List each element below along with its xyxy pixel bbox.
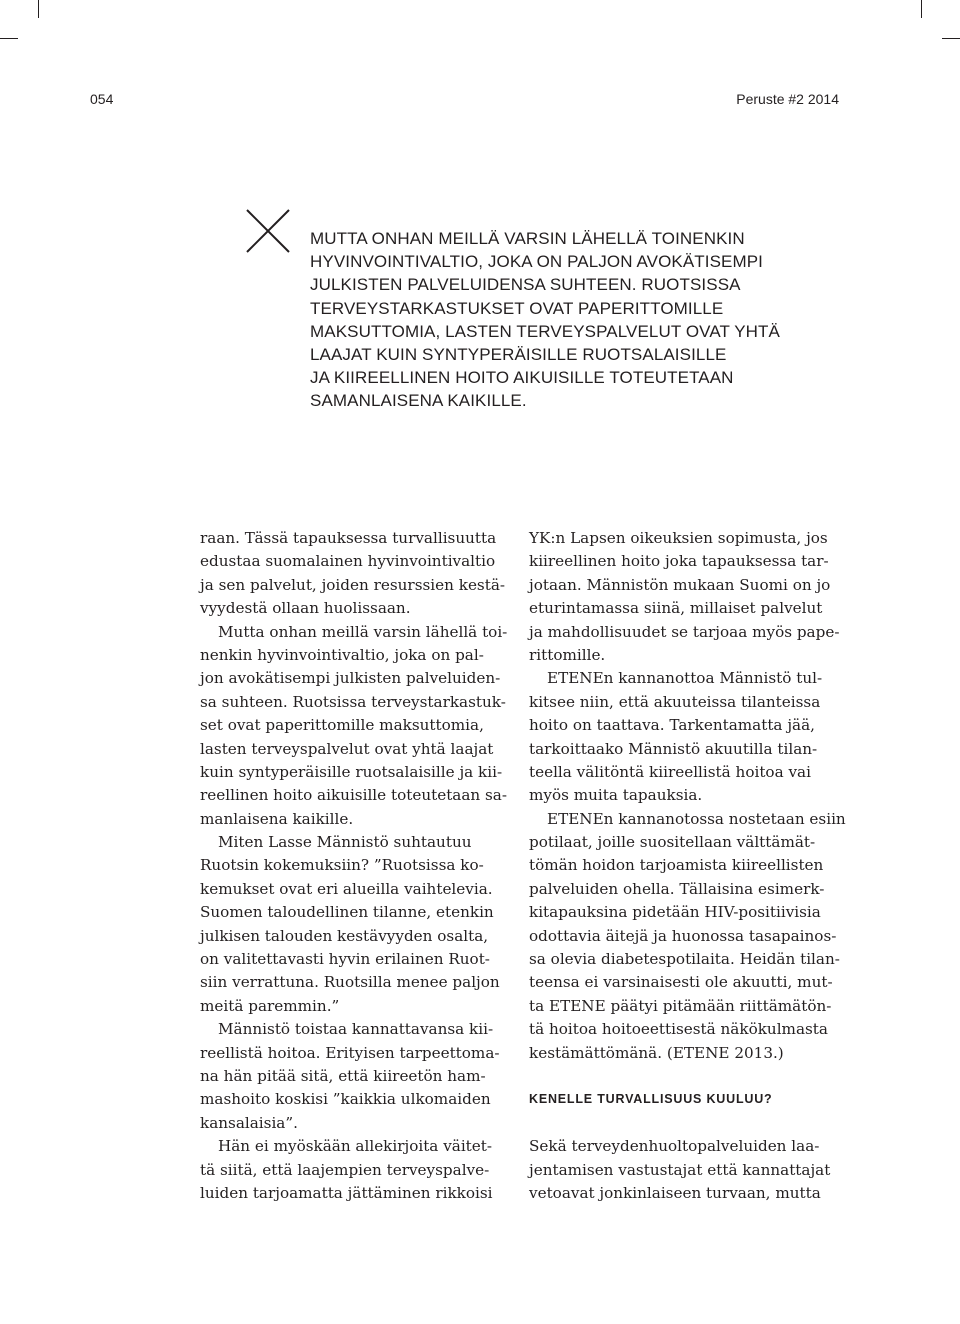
section-heading: KENELLE TURVALLISUUS KUULUU? (529, 1092, 773, 1107)
body-column-right (529, 527, 846, 1205)
body-line: odottavia äitejä ja huonossa tasapainos- (529, 926, 837, 945)
body-line: on valitettavasti hyvin erilainen Ruot- (200, 950, 490, 969)
body-line: reellinen hoito aikuisille toteutetaan sa- (200, 786, 507, 805)
pullquote (310, 227, 780, 413)
publication-issue: Peruste #2 2014 (736, 91, 839, 107)
body-line: ja sen palvelut, joiden resurssien kestä- (200, 575, 506, 594)
body-line: tarkoittaako Männistö akuutilla tilan- (529, 739, 818, 758)
body-line: Männistö toistaa kannattavansa kii- (218, 1020, 494, 1039)
body-line: luiden tarjoamatta jättäminen rikkoisi (200, 1183, 493, 1202)
body-line: jentamisen vastustajat että kannattajat (529, 1160, 831, 1179)
body-line: hoito on taattava. Tarkentamatta jää, (529, 716, 815, 735)
spacer (529, 1065, 839, 1088)
body-line: Miten Lasse Männistö suhtautuu (218, 833, 472, 852)
body-line: na hän pitää sitä, että kiireetön ham- (200, 1066, 486, 1085)
body-line: lasten terveyspalvelut ovat yhtä laajat (200, 739, 494, 758)
body-line: potilaat, joille suositellaan välttämät- (529, 833, 816, 852)
body-line: YK:n Lapsen oikeuksien sopimusta, jos (529, 529, 828, 547)
body-line: rittomille. (529, 645, 606, 664)
pullquote-line: MAKSUTTOMIA, LASTEN TERVEYSPALVELUT OVAT YHTÄ (310, 321, 780, 341)
pullquote-line: TERVEYSTARKASTUKSET OVAT PAPERITTOMILLE (310, 298, 724, 318)
body-line: vyydestä ollaan huolissaan. (200, 599, 411, 618)
body-line: sa olevia diabetespotilaita. Heidän tilan- (529, 950, 840, 969)
pullquote-line: MUTTA ONHAN MEILLÄ VARSIN LÄHELLÄ TOINENKIN (310, 229, 745, 248)
body-line: reellistä hoitoa. Erityisen tarpeettoma- (200, 1043, 500, 1062)
body-line: eturintamassa siinä, millaiset palvelut (529, 599, 823, 618)
spacer (529, 1112, 839, 1135)
body-line: kestämättömänä. (ETENE 2013.) (529, 1043, 784, 1062)
body-line: kuin syntyperäisille ruotsalaisille ja kii- (200, 762, 503, 781)
pullquote-line: HYVINVOINTIVALTIO, JOKA ON PALJON AVOKÄTISEMPI (310, 252, 763, 272)
body-line: tömän hoidon tarjoamista kiireellisten (529, 856, 824, 875)
body-line: ja mahdollisuudet se tarjoaa myös pape- (529, 622, 840, 641)
crop-mark-left-top (0, 38, 18, 39)
body-column-left (200, 527, 510, 1205)
body-line: kemukset ovat eri alueilla vaihtelevia. (200, 879, 493, 898)
body-line: myös muita tapauksia. (529, 786, 703, 805)
body-line: ETENEn kannanottoa Männistö tul- (547, 669, 823, 688)
crop-mark-top-left (38, 0, 39, 18)
body-line: mashoito koskisi ”kaikkia ulkomaiden (200, 1090, 491, 1109)
pullquote-line: JULKISTEN PALVELUIDENSA SUHTEEN. RUOTSISSA (310, 275, 741, 295)
body-line: vetoavat jonkinlaiseen turvaan, mutta (529, 1183, 821, 1202)
body-line: manlaisena kaikille. (200, 809, 354, 828)
body-line: set ovat paperittomille maksuttomia, (200, 716, 484, 735)
body-line: jotaan. Männistön mukaan Suomi on jo (529, 575, 831, 594)
body-line: teensa ei varsinaisesti ole akuutti, mut- (529, 973, 833, 992)
body-line: nenkin hyvinvointivaltio, joka on pal- (200, 645, 484, 664)
body-line: kansalaisia”. (200, 1113, 298, 1132)
body-line: Sekä terveydenhuoltopalveluiden laa- (529, 1137, 820, 1156)
body-line: Mutta onhan meillä varsin lähellä toi- (218, 622, 508, 641)
body-line: Hän ei myöskään allekirjoita väitet- (218, 1137, 493, 1156)
body-line: kitsee niin, että akuuteissa tilanteissa (529, 692, 821, 711)
pullquote-line: SAMANLAISENA KAIKILLE. (310, 391, 527, 411)
body-line: jon avokätisempi julkisten palveluiden- (200, 669, 501, 688)
pullquote-line: JA KIIREELLINEN HOITO AIKUISILLE TOTEUTETAAN (310, 368, 734, 388)
body-line: julkisen talouden kestävyyden osalta, (200, 926, 489, 945)
body-line: Ruotsin kokemuksiin? ”Ruotsissa ko- (200, 856, 484, 875)
body-line: raan. Tässä tapauksessa turvallisuutta (200, 529, 497, 547)
body-line: siin verrattuna. Ruotsilla menee paljon (200, 973, 500, 992)
body-line: meitä paremmin.” (200, 996, 340, 1015)
body-line: edustaa suomalainen hyvinvointivaltio (200, 552, 496, 571)
pullquote-line: LAAJAT KUIN SYNTYPERÄISILLE RUOTSALAISILLE (310, 345, 727, 365)
body-line: ta ETENE päätyi pitämään riittämätön- (529, 996, 832, 1015)
body-line: kiireellinen hoito joka tapauksessa tar- (529, 552, 829, 571)
body-line: Suomen taloudellinen tilanne, etenkin (200, 903, 494, 922)
body-line: ETENEn kannanotossa nostetaan esiin (547, 809, 846, 828)
crop-mark-top-right (921, 0, 922, 18)
body-line: palveluiden ohella. Tällaisina esimerk- (529, 879, 825, 898)
body-line: teella välitöntä kiireellistä hoitoa vai (529, 762, 811, 781)
body-line: sa suhteen. Ruotsissa terveystarkastuk- (200, 692, 506, 711)
page-number: 054 (90, 91, 114, 107)
pullquote-cross-icon (245, 208, 291, 254)
body-line: tä siitä, että laajempien terveyspalve- (200, 1160, 490, 1179)
crop-mark-right-top (942, 38, 960, 39)
body-line: tä hoitoa hoitoeettisestä näkökulmasta (529, 1020, 828, 1039)
body-line: kitapauksina pidetään HIV-positiivisia (529, 903, 821, 922)
